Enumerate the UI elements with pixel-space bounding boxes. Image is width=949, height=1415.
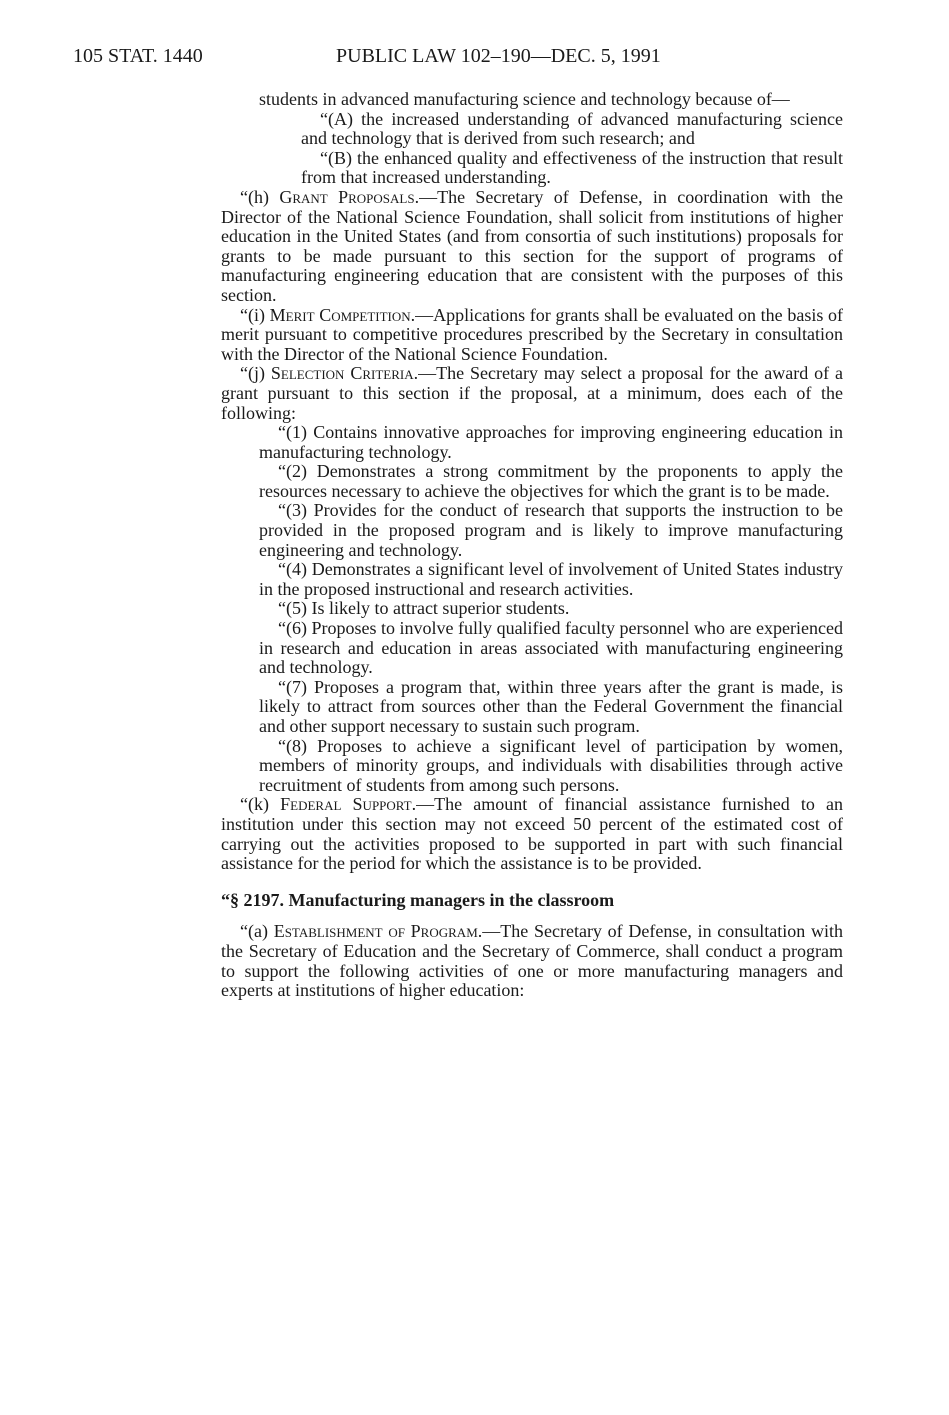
subsection-i-open: “(i) [240,304,270,325]
subsection-k-text: .—The amount of financial assistance furnished to an institution under this section may not exceed 50 percent of the estimated cost of carrying out the activities proposed to be supported in part with such financial assistance for the period for which the assistance is to be provided. [221,794,843,874]
subsection-j-open: “(j) [240,363,271,384]
subsection-j-text: .—The Secretary may select a proposal for the award of a grant pursuant to this section if the proposal, at a minimum, does each of the following: [221,363,843,423]
subsection-i-merit-competition [221,306,843,365]
page-header [0,43,949,69]
statute-page-number: 105 STAT. 1440 [73,45,203,67]
subsection-a-heading: Establishment of Program [273,921,478,942]
subsection-i-heading: Merit Competition [269,304,411,325]
paragraph-a-advanced-understanding: “(A) the increased understanding of advanced manufacturing science and technology that is derived from such research; and [301,108,843,149]
subsection-h-grant-proposals [221,188,843,306]
paragraph-b-enhanced-quality: “(B) the enhanced quality and effectiveness of the instruction that result from that increased understanding. [301,147,843,188]
subsection-h-text: .—The Secretary of Defense, in coordination with the Director of the National Science Foundation, shall solicit from institutions of higher education in the United States (and from consortia of such institutions) proposals for grants to be made pursuant to this section for the support of programs of manufacturing engineering education that are consistent with the purposes of this section. [221,186,843,305]
public-law-citation: PUBLIC LAW 102–190—DEC. 5, 1991 [336,45,661,67]
criterion-7: “(7) Proposes a program that, within three years after the grant is made, is likely to attract from sources other than the Federal Government the financial and other support necessary to sustain such program. [259,676,843,736]
criterion-4: “(4) Demonstrates a significant level of involvement of United States industry in the proposed instructional and research activities. [259,559,843,599]
criterion-3: “(3) Provides for the conduct of research that supports the instruction to be provided in the proposed program and is likely to improve manufacturing engineering and technology. [259,500,843,560]
subsection-h-open: “(h) [240,186,280,207]
criterion-6: “(6) Proposes to involve fully qualified faculty personnel who are experienced in research and education in areas associated with manufacturing engineering and technology. [259,618,843,678]
subsection-h-heading: Grant Proposals [279,186,415,207]
subsection-k-open: “(k) [240,794,281,815]
criterion-8: “(8) Proposes to achieve a significant level of participation by women, members of minority groups, and individuals with disabilities through active recruitment of students from among such persons. [259,735,843,795]
subsection-a-establishment [221,922,843,1000]
subsection-k-heading: Federal Support [280,794,412,815]
subsection-i-text: .—Applications for grants shall be evaluated on the basis of merit pursuant to competitive procedures prescribed by the Secretary in consultation with the Director of the National Science Foundation. [221,304,843,364]
subsection-a-open: “(a) [240,921,274,942]
subsection-j-heading: Selection Criteria [270,363,414,384]
subsection-j-selection-criteria [221,364,843,423]
section-2197-heading: “§ 2197. Manufacturing managers in the classroom [221,889,615,910]
criterion-2: “(2) Demonstrates a strong commitment by the proponents to apply the resources necessary to achieve the objectives for which the grant is to be made. [259,461,843,501]
criterion-5: “(5) Is likely to attract superior students. [278,598,570,619]
criterion-1: “(1) Contains innovative approaches for improving engineering education in manufacturing technology. [259,422,843,462]
document-body [221,90,843,1001]
paragraph-continuation: students in advanced manufacturing science and technology because of— [259,89,790,109]
subsection-a-text: .—The Secretary of Defense, in consultation with the Secretary of Education and the Secretary of Commerce, shall conduct a program to support the following activities of one or more manufacturing managers and experts at institutions of higher education: [221,921,844,1001]
subsection-k-federal-support [221,795,843,873]
